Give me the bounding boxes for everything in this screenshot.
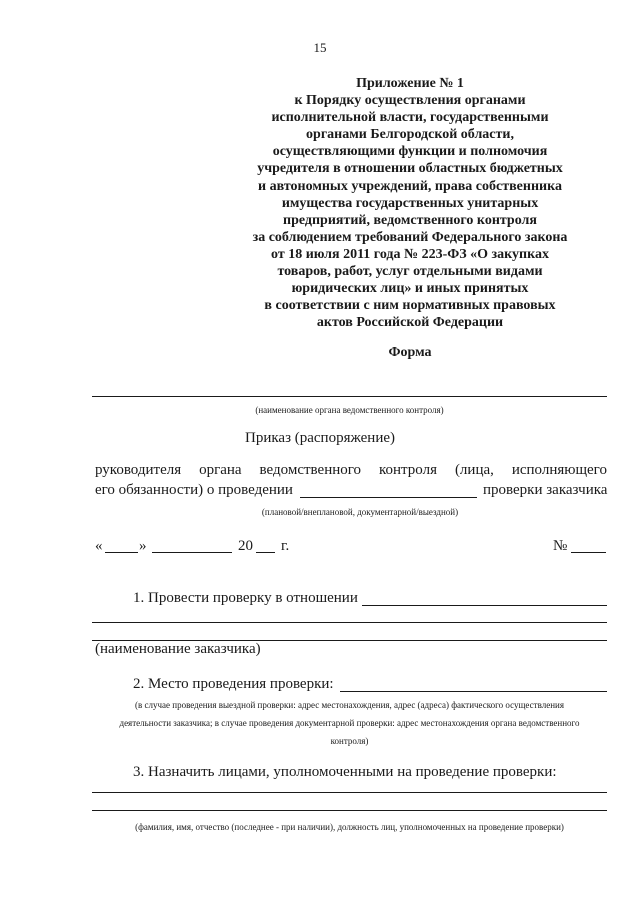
item1-caption: (наименование заказчика) xyxy=(95,641,261,657)
appendix-line: актов Российской Федерации xyxy=(316,315,504,331)
date-day-field[interactable] xyxy=(105,552,138,553)
date-quote-close: » xyxy=(139,538,147,554)
appendix-line: и автономных учреждений, права собственника xyxy=(258,178,562,194)
date-year-suffix: г. xyxy=(281,538,290,554)
appendix-line: учредителя в отношении областных бюджетных xyxy=(257,161,563,177)
organ-name-caption: (наименование органа ведомственного контроля) xyxy=(255,405,444,415)
item2-caption-line: деятельности заказчика; в случае проведения документарной проверки: адрес местонахождения органа ведомственного xyxy=(119,718,580,728)
organ-name-line[interactable] xyxy=(92,396,607,397)
appendix-header xyxy=(240,75,580,331)
intro-line-2-end: проверки заказчика xyxy=(483,482,608,498)
intro-line-2-start: его обязанности) о проведении xyxy=(95,482,293,498)
intro-word: исполняющего xyxy=(511,462,607,478)
item3-label: 3. Назначить лицами, уполномоченными на проведение проверки: xyxy=(133,764,557,780)
item2-field-inline[interactable] xyxy=(340,691,607,692)
intro-word: (лица, xyxy=(454,462,494,478)
item2-caption-line: контроля) xyxy=(330,736,369,746)
item1-field-line-2[interactable] xyxy=(92,622,607,623)
check-type-field[interactable] xyxy=(300,497,477,498)
date-year-field[interactable] xyxy=(256,552,275,553)
item1-label: 1. Провести проверку в отношении xyxy=(133,590,358,606)
form-label: Форма xyxy=(388,345,432,360)
date-month-field[interactable] xyxy=(152,552,232,553)
intro-line-1 xyxy=(95,462,607,479)
appendix-line: исполнительной власти, государственными xyxy=(271,110,549,126)
order-number-field[interactable] xyxy=(571,552,606,553)
intro-word: руководителя xyxy=(95,462,182,478)
appendix-line: предприятий, ведомственного контроля xyxy=(283,212,537,228)
intro-word: органа xyxy=(199,462,242,478)
page-number: 15 xyxy=(313,40,327,55)
date-year-prefix: 20 xyxy=(238,538,253,554)
item2-label: 2. Место проведения проверки: xyxy=(133,676,334,692)
appendix-line: за соблюдением требований Федерального закона xyxy=(252,229,568,245)
item3-field-line-1[interactable] xyxy=(92,792,607,793)
appendix-line: в соответствии с ним нормативных правовых xyxy=(264,298,556,314)
order-title: Приказ (распоряжение) xyxy=(244,430,396,446)
item3-field-line-2[interactable] xyxy=(92,810,607,811)
appendix-line: осуществляющими функции и полномочия xyxy=(272,144,548,160)
item2-caption-line: (в случае проведения выездной проверки: адрес местонахождения, адрес (адреса) фактического осуществления xyxy=(135,700,564,710)
check-type-caption: (плановой/внеплановой, документарной/выездной) xyxy=(261,507,459,517)
date-quote-open: « xyxy=(95,538,103,554)
item2-caption xyxy=(92,696,607,750)
appendix-line: товаров, работ, услуг отдельными видами xyxy=(277,264,543,280)
appendix-line: юридических лиц» и иных принятых xyxy=(291,281,529,297)
appendix-line: имущества государственных унитарных xyxy=(281,195,539,211)
item3-caption: (фамилия, имя, отчество (последнее - при наличии), должность лиц, уполномоченных на проведение проверки) xyxy=(135,822,564,832)
appendix-title: Приложение № 1 xyxy=(356,76,464,91)
intro-word: ведомственного xyxy=(259,462,362,478)
appendix-line: органами Белгородской области, xyxy=(306,127,514,143)
appendix-line: к Порядку осуществления органами xyxy=(294,93,526,109)
item1-field-inline[interactable] xyxy=(362,605,607,606)
number-sign: № xyxy=(553,538,568,554)
appendix-line: от 18 июля 2011 года № 223-ФЗ «О закупках xyxy=(271,246,549,262)
intro-word: контроля xyxy=(379,462,437,478)
